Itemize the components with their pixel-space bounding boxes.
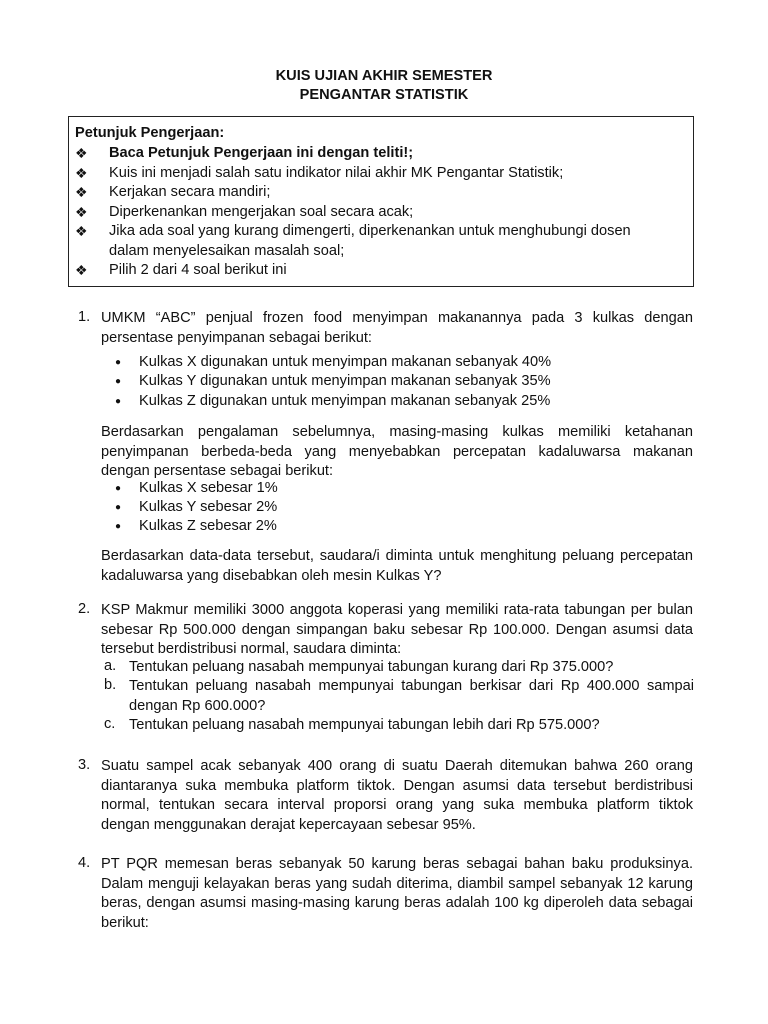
- rate-item: Kulkas X sebesar 1%: [139, 480, 278, 496]
- part-text: Tentukan peluang nasabah mempunyai tabungan kurang dari Rp 375.000?: [129, 659, 614, 675]
- course-title: PENGANTAR STATISTIK: [299, 87, 469, 103]
- instructions-box: [68, 116, 694, 287]
- rate-item: Kulkas Y sebesar 2%: [139, 499, 278, 515]
- bullet-icon: ●: [115, 396, 122, 407]
- bullet-icon: ●: [115, 521, 122, 532]
- part-text: Tentukan peluang nasabah mempunyai tabungan lebih dari Rp 575.000?: [129, 717, 600, 733]
- question-1-closing: Berdasarkan data-data tersebut, saudara/i diminta untuk menghitung peluang percepatan kadaluwarsa yang disebabkan oleh mesin Kulkas Y?: [101, 548, 693, 584]
- diamond-bullet-icon: ❖: [75, 262, 88, 278]
- question-3-text: Suatu sampel acak sebanyak 400 orang di suatu Daerah ditemukan bahwa 260 orang diantaranya suka membuka platform tiktok. Dengan asumsi data tersebut berdistribusi normal, tentukan secara interval proporsi orang yang suka membuka platform tiktok dengan menggunakan derajat kepercayaan sebesar 95%.: [101, 758, 693, 833]
- question-4-text: PT PQR memesan beras sebanyak 50 karung beras sebagai bahan baku produksinya. Dalam menguji kelayakan beras yang sudah diterima, diambil sampel sebanyak 12 karung beras, dengan asumsi masing-masing karung beras adalah 100 kg diperoleh data sebagai berikut:: [101, 856, 693, 931]
- instruction-text: Kuis ini menjadi salah satu indikator nilai akhir MK Pengantar Statistik;: [109, 164, 564, 181]
- bullet-icon: ●: [115, 502, 122, 513]
- instruction-text: Diperkenankan mengerjakan soal secara acak;: [109, 203, 414, 220]
- question-number: 3.: [78, 757, 91, 773]
- part-label: c.: [104, 716, 116, 732]
- diamond-bullet-icon: ❖: [75, 203, 88, 220]
- part-label: a.: [104, 658, 117, 674]
- part-label: b.: [104, 677, 117, 693]
- storage-item: Kulkas X digunakan untuk menyimpan makanan sebanyak 40%: [139, 354, 552, 370]
- storage-item: Kulkas Z digunakan untuk menyimpan makanan sebanyak 25%: [139, 393, 551, 409]
- question-2-intro: KSP Makmur memiliki 3000 anggota koperasi yang memiliki rata-rata tabungan per bulan sebesar Rp 500.000 dengan simpangan baku sebesar Rp 100.000. Dengan asumsi data tersebut berdistribusi normal, saudara diminta:: [101, 602, 693, 658]
- instruction-text: dalam menyelesaikan masalah soal;: [109, 242, 345, 259]
- document-title: KUIS UJIAN AKHIR SEMESTER: [275, 68, 493, 84]
- question-number: 2.: [78, 601, 91, 617]
- storage-item: Kulkas Y digunakan untuk menyimpan makanan sebanyak 35%: [139, 373, 551, 389]
- bullet-icon: ●: [115, 376, 122, 387]
- question-number: 4.: [78, 855, 91, 871]
- part-text: Tentukan peluang nasabah mempunyai tabungan berkisar dari Rp 400.000 sampai dengan Rp 600.000?: [129, 678, 694, 714]
- question-1-middle: Berdasarkan pengalaman sebelumnya, masing-masing kulkas memiliki ketahanan penyimpanan berbeda-beda yang menyebabkan percepatan kadaluwarsa makanan dengan persentase sebagai berikut:: [101, 424, 693, 480]
- question-number: 1.: [78, 309, 91, 325]
- instructions-heading: Petunjuk Pengerjaan:: [75, 125, 225, 141]
- diamond-bullet-icon: ❖: [75, 145, 88, 161]
- diamond-bullet-icon: ❖: [75, 164, 88, 181]
- bullet-icon: ●: [115, 483, 122, 494]
- instruction-text: Kerjakan secara mandiri;: [109, 184, 271, 200]
- question-1-intro: UMKM “ABC” penjual frozen food menyimpan makanannya pada 3 kulkas dengan persentase penyimpanan sebagai berikut:: [101, 310, 693, 346]
- rate-item: Kulkas Z sebesar 2%: [139, 518, 277, 534]
- instruction-text: Pilih 2 dari 4 soal berikut ini: [109, 262, 287, 278]
- instruction-text: Jika ada soal yang kurang dimengerti, diperkenankan untuk menghubungi dosen: [109, 223, 631, 239]
- instruction-text: Baca Petunjuk Pengerjaan ini dengan teliti!;: [109, 145, 414, 161]
- diamond-bullet-icon: ❖: [75, 184, 88, 200]
- diamond-bullet-icon: ❖: [75, 223, 88, 239]
- bullet-icon: ●: [115, 357, 122, 368]
